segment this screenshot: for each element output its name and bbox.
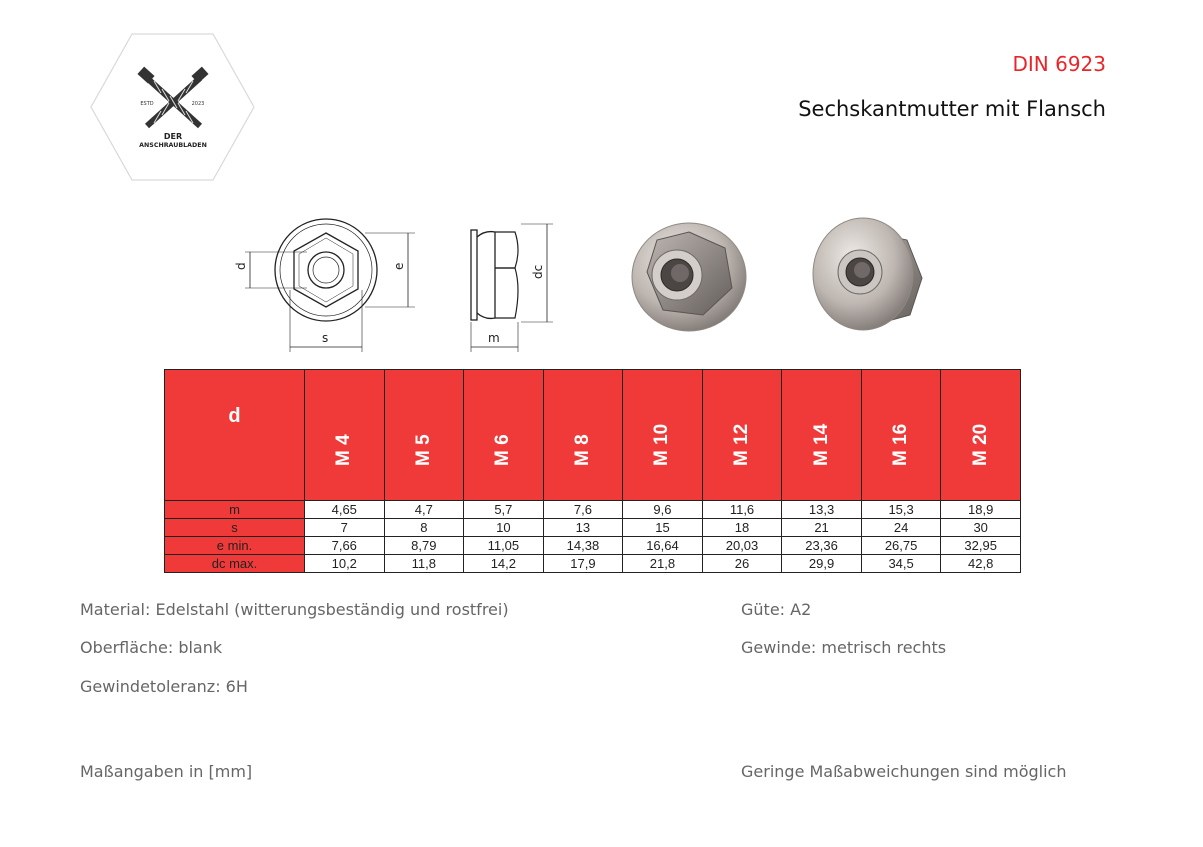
table-cell: 23,36 [782,537,862,555]
table-header-label: d [165,370,305,501]
table-cell: 17,9 [543,555,623,573]
table-row-e-min [165,537,1021,555]
units-text: Maßangaben in [mm] [80,762,253,781]
table-cell: 18 [702,519,782,537]
table-cell: 8 [384,519,464,537]
size-header: M 4 [305,370,385,501]
material-text: Material: Edelstahl (witterungsbeständig und rostfrei) [80,600,509,619]
logo-brand-line1: DER [163,132,183,141]
dim-label-m: m [488,331,500,345]
tolerance-text: Gewindetoleranz: 6H [80,677,248,696]
table-cell: 11,05 [464,537,544,555]
nut-render-flange-side [813,218,922,330]
table-header-row [165,370,1021,501]
brand-logo [90,33,255,181]
logo-year-text: 2023 [191,101,205,107]
table-cell: 26,75 [861,537,941,555]
grade-text: Güte: A2 [741,600,812,619]
table-row-s [165,519,1021,537]
table-cell: 5,7 [464,501,544,519]
table-cell: 21,8 [623,555,703,573]
table-cell: 14,38 [543,537,623,555]
table-cell: 42,8 [941,555,1021,573]
top-view-drawing [245,219,415,352]
side-view-drawing [471,224,553,352]
table-cell: 15 [623,519,703,537]
table-cell: 14,2 [464,555,544,573]
dim-label-dc: dc [531,264,545,279]
deviation-note-text: Geringe Maßabweichungen sind möglich [741,762,1067,781]
size-header: M 20 [941,370,1021,501]
table-cell: 26 [702,555,782,573]
size-header: M 10 [623,370,703,501]
dim-label-e: e [392,262,406,270]
dim-label-s: s [322,331,329,345]
table-cell: 7,6 [543,501,623,519]
table-cell: 4,65 [305,501,385,519]
logo-estd-text: ESTD [140,101,154,107]
row-label: m [165,501,305,519]
table-cell: 10,2 [305,555,385,573]
table-cell: 9,6 [623,501,703,519]
table-row-dc-max [165,555,1021,573]
table-cell: 11,6 [702,501,782,519]
table-cell: 7,66 [305,537,385,555]
size-header: M 5 [384,370,464,501]
standard-number: DIN 6923 [1012,52,1106,76]
dim-label-d: d [234,262,248,270]
row-label: dc max. [165,555,305,573]
technical-drawing [225,210,985,355]
size-header: M 8 [543,370,623,501]
table-cell: 20,03 [702,537,782,555]
table-row-m [165,501,1021,519]
table-cell: 13 [543,519,623,537]
row-label: e min. [165,537,305,555]
table-cell: 11,8 [384,555,464,573]
size-header: M 12 [702,370,782,501]
row-label: s [165,519,305,537]
table-cell: 15,3 [861,501,941,519]
table-cell: 34,5 [861,555,941,573]
dimension-table [164,369,1021,573]
table-cell: 32,95 [941,537,1021,555]
table-cell: 10 [464,519,544,537]
table-cell: 7 [305,519,385,537]
table-cell: 13,3 [782,501,862,519]
table-cell: 30 [941,519,1021,537]
thread-text: Gewinde: metrisch rechts [741,638,947,657]
table-cell: 21 [782,519,862,537]
table-cell: 8,79 [384,537,464,555]
table-cell: 18,9 [941,501,1021,519]
size-header: M 14 [782,370,862,501]
size-header: M 6 [464,370,544,501]
table-cell: 24 [861,519,941,537]
logo-brand-line2: ANSCHRAUBLADEN [139,142,207,149]
product-title: Sechskantmutter mit Flansch [798,97,1106,121]
nut-render-hex-side [632,223,746,331]
table-cell: 29,9 [782,555,862,573]
table-cell: 4,7 [384,501,464,519]
surface-text: Oberfläche: blank [80,638,223,657]
table-cell: 16,64 [623,537,703,555]
size-header: M 16 [861,370,941,501]
